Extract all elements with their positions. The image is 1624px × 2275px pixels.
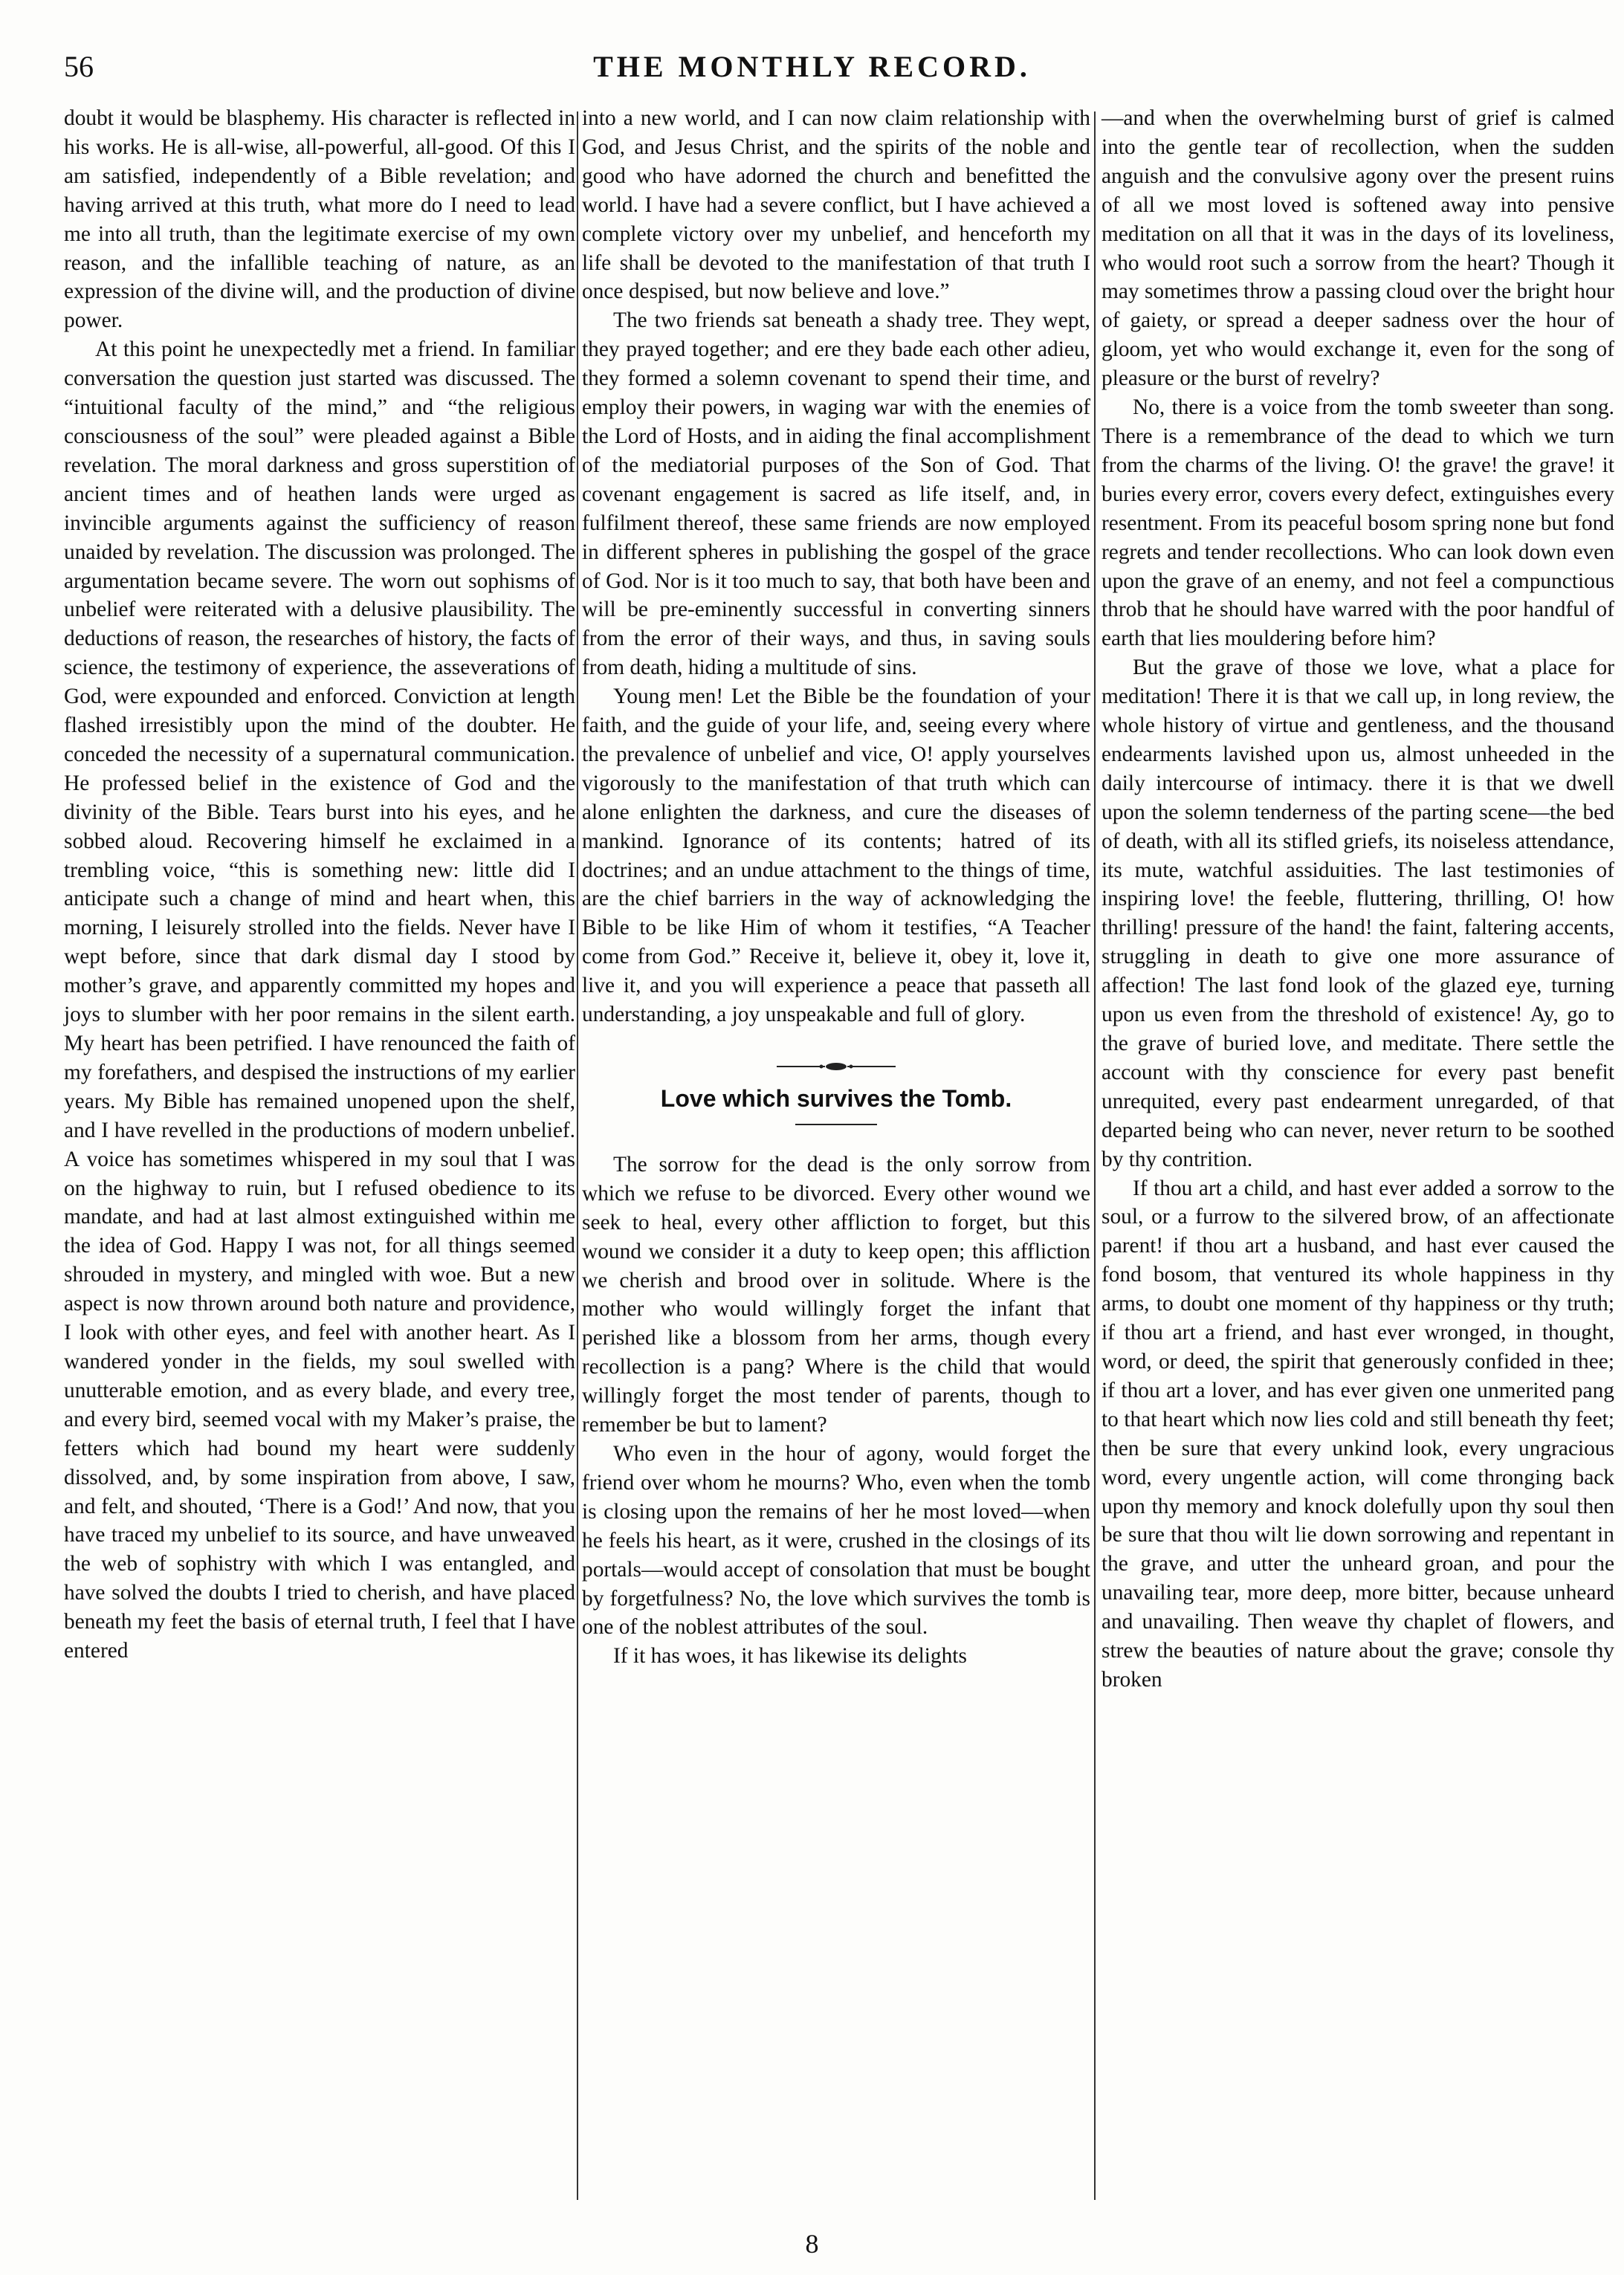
paragraph: If it has woes, it has likewise its delights [613, 1644, 967, 1669]
page-number: 56 [64, 50, 94, 83]
paragraph: The two friends sat beneath a shady tree. They wept, they prayed together; and ere they bade each other adieu, they formed a solemn covenant to spend their time, and employ their powers, in waging war with the enemies of the Lord of Hosts, and in aiding the final accomplishment of the mediatorial purposes of the Son of God. That covenant engagement is sacred as life itself, and, in fulfilment thereof, these same friends are now employed in different spheres in publishing the gospel of the grace of God. Nor is it too much to say, that both have been and will be pre-eminently successful in converting sinners from the error of their ways, and thus, in saving souls from death, hiding a multitude of sins. [582, 308, 1090, 680]
article-columns [0, 104, 1624, 2215]
ornament-divider-icon [582, 1061, 1090, 1072]
paragraph: into a new world, and I can now claim relationship with God, and Jesus Christ, and the spirits of the noble and good who have adorned the church and benefitted the world. I have had a severe conflict, but I have achieved a complete victory over my unbelief, and henceforth my life shall be devoted to the manifestation of that truth I once despised, but now believe and love.” [582, 106, 1090, 304]
paragraph: No, there is a voice from the tomb sweeter than song. There is a remembrance of the dead to which we turn from the charms of the living. O! the grave! the grave! it buries every error, covers every defect, extinguishes every resentment. From its peaceful bosom spring none but fond regrets and tender recollections. Who can look down even upon the grave of an enemy, and not feel a compunctious throb that he should have warred with the poor handful of earth that lies mouldering before him? [1101, 395, 1614, 651]
page-title: THE MONTHLY RECORD. [593, 50, 1031, 83]
title-underline [795, 1124, 877, 1125]
paragraph: —and when the overwhelming burst of grief is calmed into the gentle tear of recollection, when the sudden anguish and the convulsive agony over the present ruins of all we most loved is softened away into pensive meditation on all that it was in the days of its loveliness, who would root such a sorrow from the heart? Though it may sometimes throw a passing cloud over the bright hour of gaiety, or spread a deeper sadness over the hour of gloom, yet who would exchange it, even for the song of pleasure or the burst of revelry? [1101, 106, 1614, 391]
paragraph: Young men! Let the Bible be the foundation of your faith, and the guide of your life, and, seeing every where the prevalence of unbelief and vice, O! apply yourselves vigorously to the manifestation of that truth which can alone enlighten the darkness, and cure the diseases of mankind. Ignorance of its contents; hatred of its doctrines; and an undue attachment to the things of time, are the chief barriers in the way of acknowledging the Bible to be like Him of whom it testifies, “A Teacher come from God.” Receive it, believe it, obey it, love it, live it, and you will experience a peace that passeth all understanding, a joy unspeakable and full of glory. [582, 685, 1090, 1027]
paragraph: Who even in the hour of agony, would forget the friend over whom he mourns? Who, even when the tomb is closing upon the remains of her he most loved—when he feels his heart, as it were, crushed in the closings of its portals—would accept of consolation that must be bought by forgetfulness? No, the love which survives the tomb is one of the noblest attributes of the soul. [582, 1441, 1090, 1640]
section-heading-block [582, 1061, 1090, 1125]
paragraph: The sorrow for the dead is the only sorrow from which we refuse to be divorced. Every other wound we seek to heal, every other affliction to forget, but this wound we consider it a duty to keep open; this affliction we cherish and brood over in solitude. Where is the mother who would willingly forget the infant that perished like a blossom from her arms, though every recollection is a pang? Where is the child that would willingly forget the most tender of parents, though to remember be but to lament? [582, 1152, 1090, 1437]
column-2 [582, 104, 1090, 1671]
paragraph: At this point he unexpectedly met a friend. In familiar conversation the question just started was discussed. The “intuitional faculty of the mind,” and “the religious consciousness of the soul” were pleaded against a Bible revelation. The moral darkness and gross superstition of ancient times and of heathen lands were urged as invincible arguments against the sufficiency of reason unaided by revelation. The discussion was prolonged. The argumentation became severe. The worn out sophisms of unbelief were reiterated with a delusive plausibility. The deductions of reason, the researches of history, the facts of science, the testimony of experience, the asseverations of God, were expounded and enforced. Conviction at length flashed irresistibly upon the mind of the doubter. He conceded the necessity of a supernatural communication. He professed belief in the existence of God and the divinity of the Bible. Tears burst into his eyes, and he sobbed aloud. Recovering himself he exclaimed in a trembling voice, “this is something new: little did I anticipate such a change of mind and heart when, this morning, I leisurely strolled into the fields. Never have I wept before, since that dark dismal day I stood by mother’s grave, and apparently committed my hopes and joys to slumber with her poor remains in the silent earth. My heart has been petrified. I have renounced the faith of my forefathers, and despised the instructions of my earlier years. My Bible has remained unopened upon the shelf, and I have revelled in the productions of modern unbelief. A voice has sometimes whispered in my soul that I was on the highway to ruin, but I refused obedience to its mandate, and had at last almost extinguished within me the idea of God. Happy I was not, for all things seemed shrouded in mystery, and mingled with woe. But a new aspect is now thrown around both nature and providence, I look with other eyes, and feel with another heart. As I wandered yonder in the fields, my soul swelled with unutterable emotion, and as every blade, and every tree, and every bird, seemed vocal with my Maker’s praise, the fetters which had bound my heart were suddenly dissolved, and, by some inspiration from above, I saw, and felt, and shouted, ‘There is a God!’ And now, that you have traced my unbelief to its source, and have unweaved the web of sophistry with which I was entangled, and have solved the doubts I tried to cherish, and have placed beneath my feet the basis of eternal truth, I feel that I have entered [64, 337, 575, 1663]
paragraph: If thou art a child, and hast ever added a sorrow to the soul, or a furrow to the silvered brow, of an affectionate parent! if thou art a husband, and hast ever caused the fond bosom, that ventured its whole happiness in thy arms, to doubt one moment of thy happiness or thy truth; if thou art a friend, and hast ever wronged, in thought, word, or deed, the spirit that generously confided in thee; if thou art a lover, and has ever given one unmerited pang to that heart which now lies cold and still beneath thy feet; then be sure that every unkind look, every ungracious word, every ungentle action, will come thronging back upon thy memory and knock dolefully upon thy soul then be sure that thou wilt lie down sorrowing and repentant in the grave, and utter the unheard groan, and pour the unavailing tear, more deep, more bitter, because unheard and unavailing. Then weave thy chaplet of flowers, and strew the beauties of nature about the grave; console thy broken [1101, 1176, 1614, 1692]
paragraph: doubt it would be blasphemy. His character is reflected in his works. He is all-wise, all-powerful, all-good. Of this I am satisfied, independently of a Bible revelation; and having arrived at this truth, what more do I need to lead me into all truth, than the legitimate exercise of my own reason, and the infallible teaching of nature, as an expression of the divine will, and the production of divine power. [64, 106, 575, 333]
column-1 [64, 104, 575, 1666]
column-3 [1101, 104, 1614, 1695]
paragraph: But the grave of those we love, what a place for meditation! There it is that we call up, in long review, the whole history of virtue and gentleness, and the thousand endearments lavished upon us, almost unheeded in the daily intercourse of intimacy. there it is that we dwell upon the solemn tenderness of the parting scene—the bed of death, with all its stifled griefs, its noiseless attendance, its mute, watchful assiduities. The last testimonies of inspiring love! the feeble, fluttering, thrilling, O! how thrilling! pressure of the hand! the faint, faltering accents, struggling in death to give one more assurance of affection! The last fond look of the glazed eye, turning upon us even from the threshold of existence! Ay, go to the grave of buried love, and meditate. There settle the account with thy conscience for every past benefit unrequited, every past endearment unregarded, of that departed being who can never, never return to be soothed by thy contrition. [1101, 656, 1614, 1171]
section-title: Love which survives the Tomb. [660, 1085, 1012, 1112]
signature-mark: 8 [805, 2229, 819, 2259]
